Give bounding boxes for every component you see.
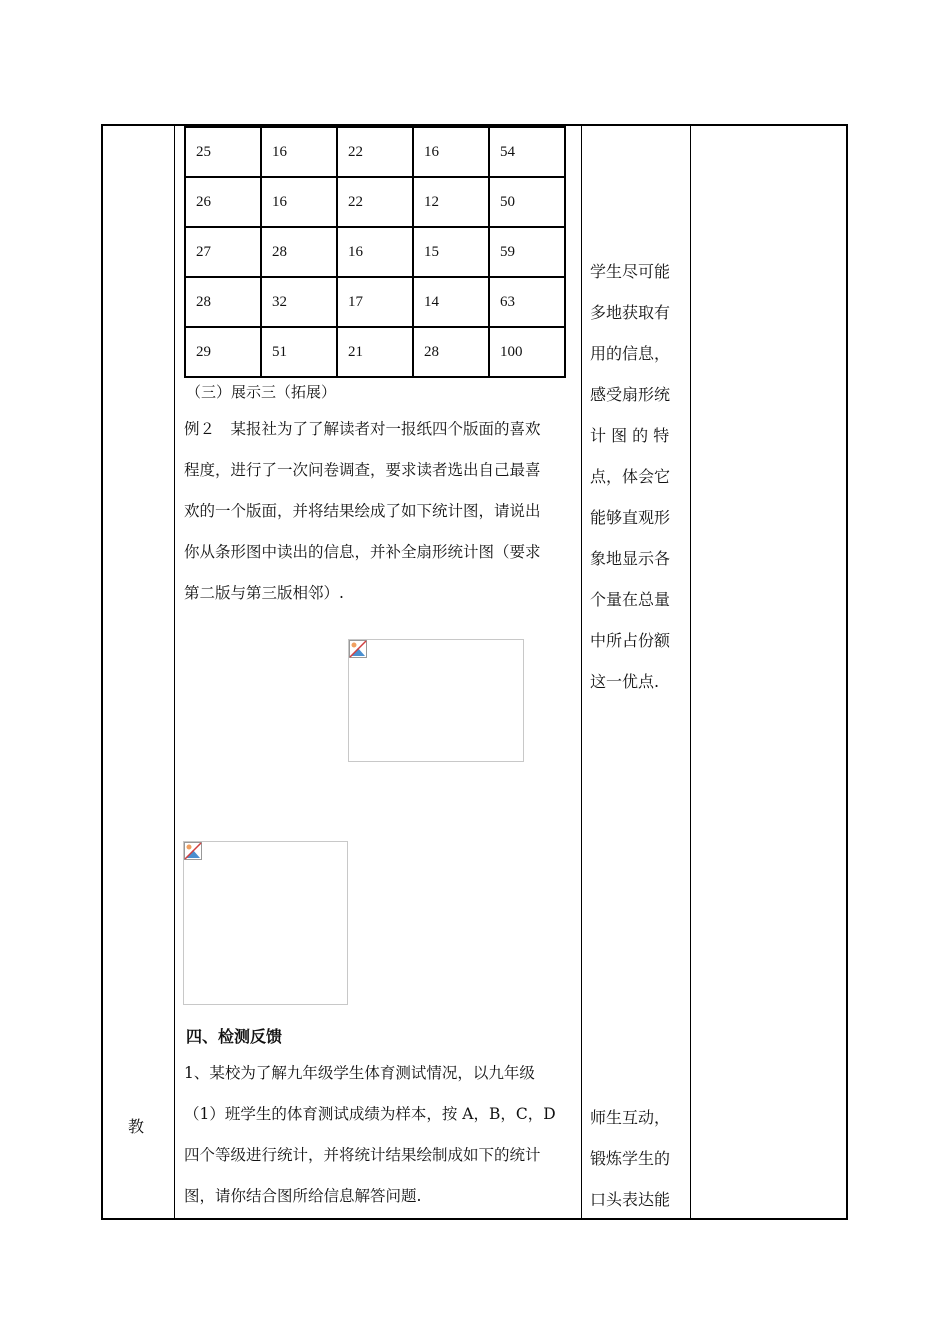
table-cell: 51 xyxy=(261,327,337,377)
table-cell: 59 xyxy=(489,227,565,277)
table-cell: 14 xyxy=(413,277,489,327)
design-intent-note xyxy=(590,251,684,702)
table-cell: 100 xyxy=(489,327,565,377)
note-line: 用的信息， xyxy=(590,344,671,363)
text-line: 你从条形图中读出的信息，并补全扇形统计图（要求 xyxy=(184,543,541,561)
table-cell: 16 xyxy=(413,127,489,177)
section-caption: （三）展示三（拓展） xyxy=(186,383,337,401)
table-cell: 16 xyxy=(261,127,337,177)
text-line: 第二版与第三版相邻）. xyxy=(184,584,344,602)
note-line: 这一优点. xyxy=(590,672,660,691)
design-intent-note xyxy=(590,1097,684,1220)
text-line: 欢的一个版面，并将结果绘成了如下统计图，请说出 xyxy=(184,502,541,520)
table-cell: 21 xyxy=(337,327,413,377)
note-line: 学生尽可能 xyxy=(590,262,671,281)
side-label: 教 xyxy=(128,1117,145,1136)
column-divider xyxy=(581,124,582,1220)
text-line: （1）班学生的体育测试成绩为样本，按 A，B，C，D xyxy=(184,1105,556,1123)
exercise-paragraph xyxy=(184,1053,576,1217)
text-line: 程度，进行了一次问卷调查，要求读者选出自己最喜 xyxy=(184,461,541,479)
bar-chart-image xyxy=(348,639,524,762)
table-row xyxy=(185,227,565,277)
note-line: 个量在总量 xyxy=(590,590,671,609)
note-line: 计 图 的 特 xyxy=(590,426,670,445)
text-line: 1、某校为了解九年级学生体育测试情况，以九年级 xyxy=(184,1064,535,1082)
broken-image-icon xyxy=(349,640,367,658)
table-row xyxy=(185,127,565,177)
note-line: 感受扇形统 xyxy=(590,385,671,404)
note-line: 点，体会它 xyxy=(590,467,671,486)
table-row xyxy=(185,277,565,327)
table-cell: 25 xyxy=(185,127,261,177)
table-cell: 16 xyxy=(337,227,413,277)
column-divider xyxy=(174,124,175,1220)
text-line: 四个等级进行统计，并将统计结果绘制成如下的统计 xyxy=(184,1146,541,1164)
note-line: 能够直观形 xyxy=(590,508,671,527)
text-line: 图，请你结合图所给信息解答问题. xyxy=(184,1187,422,1205)
column-divider xyxy=(690,124,691,1220)
table-row xyxy=(185,177,565,227)
table-row xyxy=(185,327,565,377)
table-cell: 27 xyxy=(185,227,261,277)
note-line: 中所占份额 xyxy=(590,631,671,650)
table-cell: 22 xyxy=(337,127,413,177)
table-cell: 12 xyxy=(413,177,489,227)
table-cell: 50 xyxy=(489,177,565,227)
score-table xyxy=(184,126,566,378)
table-cell: 29 xyxy=(185,327,261,377)
table-cell: 16 xyxy=(261,177,337,227)
section-heading: 四、检测反馈 xyxy=(186,1027,283,1046)
table-cell: 54 xyxy=(489,127,565,177)
table-cell: 15 xyxy=(413,227,489,277)
table-cell: 28 xyxy=(185,277,261,327)
note-line: 多地获取有 xyxy=(590,303,671,322)
table-cell: 32 xyxy=(261,277,337,327)
pie-chart-image xyxy=(183,841,348,1005)
broken-image-icon xyxy=(184,842,202,860)
note-line: 口头表达能 xyxy=(590,1190,671,1209)
table-cell: 28 xyxy=(413,327,489,377)
table-cell: 28 xyxy=(261,227,337,277)
table-cell: 26 xyxy=(185,177,261,227)
table-cell: 22 xyxy=(337,177,413,227)
table-cell: 17 xyxy=(337,277,413,327)
note-line: 锻炼学生的 xyxy=(590,1149,671,1168)
note-line: 师生互动， xyxy=(590,1108,671,1127)
example-paragraph xyxy=(184,409,576,614)
text-line: 例２ 某报社为了了解读者对一报纸四个版面的喜欢 xyxy=(184,420,541,438)
note-line: 象地显示各 xyxy=(590,549,671,568)
table-cell: 63 xyxy=(489,277,565,327)
